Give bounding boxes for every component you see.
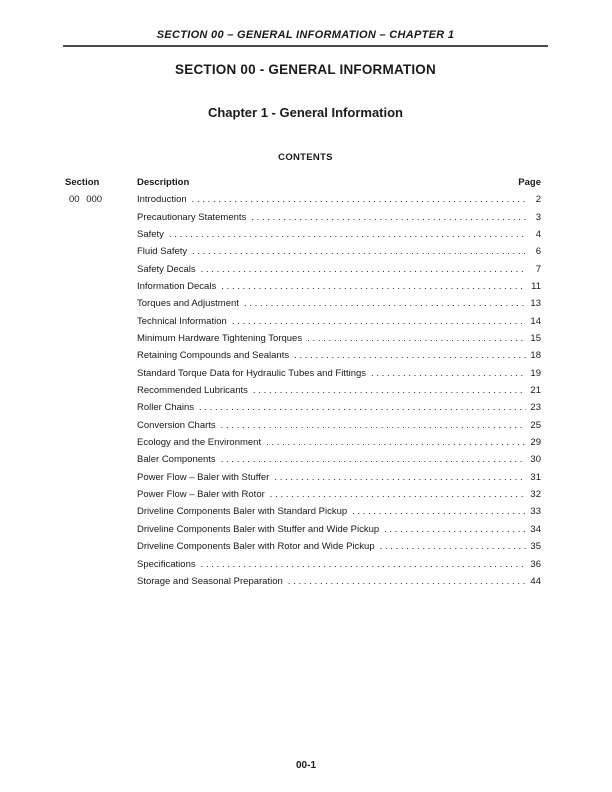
- running-header: SECTION 00 – GENERAL INFORMATION – CHAPTER 1: [156, 29, 455, 41]
- toc-row: [63, 368, 541, 385]
- toc-column-header-page: Page: [518, 177, 541, 188]
- toc-column-header-section: Section: [65, 177, 100, 188]
- toc-rows: [63, 194, 541, 593]
- toc-row: [63, 489, 541, 506]
- toc-entry-title: Technical Information: [137, 315, 227, 327]
- toc-header-row: [63, 177, 541, 194]
- toc-row: [63, 264, 541, 281]
- toc-entry-page: 6: [535, 246, 541, 258]
- toc-entry-title: Driveline Components Baler with Standard Pickup: [137, 506, 348, 518]
- toc-entry-title: Ecology and the Environment: [137, 437, 262, 449]
- page-number-footer: 00-1: [295, 760, 316, 771]
- section-title: SECTION 00 - GENERAL INFORMATION: [175, 62, 436, 77]
- dot-leader: [352, 506, 526, 517]
- toc-entry-title: Storage and Seasonal Preparation: [137, 575, 283, 587]
- toc-entry-title: Safety Decals: [137, 263, 196, 275]
- toc-row: [63, 246, 541, 263]
- toc-entry-page: 19: [530, 367, 541, 379]
- toc-row: [63, 524, 541, 541]
- toc-entry-page: 11: [531, 281, 541, 293]
- toc-entry-page: 18: [530, 350, 541, 362]
- dot-leader: [384, 524, 526, 535]
- toc-row: [63, 333, 541, 350]
- toc-row: [63, 559, 541, 576]
- dot-leader: [192, 194, 526, 205]
- toc-entry-title: Baler Components: [137, 454, 216, 466]
- toc-entry-title: Specifications: [137, 558, 196, 570]
- toc-entry-title: Introduction: [137, 194, 187, 206]
- toc-entry-title: Driveline Components Baler with Rotor and Wide Pickup: [137, 541, 375, 553]
- toc-entry-title: Safety: [137, 228, 164, 240]
- toc-entry-page: 7: [535, 263, 541, 275]
- dot-leader: [266, 437, 526, 448]
- toc-column-header-description: Description: [137, 177, 190, 188]
- table-of-contents: [63, 177, 548, 593]
- toc-entry-page: 32: [530, 489, 541, 501]
- toc-entry-page: 13: [530, 298, 541, 310]
- dot-leader: [201, 559, 526, 570]
- dot-leader: [232, 316, 526, 327]
- toc-entry-page: 15: [530, 333, 541, 345]
- toc-row: [63, 212, 541, 229]
- toc-entry-title: Recommended Lubricants: [137, 385, 248, 397]
- toc-row: [63, 420, 541, 437]
- dot-leader: [288, 576, 526, 587]
- dot-leader: [380, 541, 526, 552]
- dot-leader: [169, 229, 526, 240]
- dot-leader: [199, 402, 526, 413]
- toc-entry-page: 3: [535, 211, 541, 223]
- dot-leader: [221, 281, 526, 292]
- toc-entry-page: 33: [530, 506, 541, 518]
- toc-entry-page: 35: [530, 541, 541, 553]
- toc-entry-page: 25: [530, 419, 541, 431]
- toc-entry-page: 14: [530, 315, 541, 327]
- dot-leader: [221, 454, 526, 465]
- dot-leader: [192, 246, 526, 257]
- dot-leader: [274, 472, 526, 483]
- toc-entry-title: Fluid Safety: [137, 246, 188, 258]
- toc-entry-page: 2: [535, 194, 541, 206]
- toc-entry-page: 29: [530, 437, 541, 449]
- toc-entry-title: Precautionary Statements: [137, 211, 247, 223]
- chapter-title: Chapter 1 - General Information: [207, 105, 404, 120]
- toc-entry-page: 36: [530, 558, 541, 570]
- toc-row: [63, 194, 541, 211]
- toc-row: [63, 350, 541, 367]
- toc-entry-title: Roller Chains: [137, 402, 195, 414]
- toc-row: [63, 576, 541, 593]
- dot-leader: [244, 298, 526, 309]
- toc-entry-page: 34: [530, 523, 541, 535]
- toc-entry-title: Minimum Hardware Tightening Torques: [137, 333, 303, 345]
- toc-row: [63, 472, 541, 489]
- toc-entry-page: 30: [530, 454, 541, 466]
- toc-row: [63, 454, 541, 471]
- toc-row: [63, 541, 541, 558]
- toc-row: [63, 229, 541, 246]
- toc-entry-title: Retaining Compounds and Sealants: [137, 350, 290, 362]
- toc-row: [63, 385, 541, 402]
- toc-row: [63, 298, 541, 315]
- toc-entry-title: Driveline Components Baler with Stuffer and Wide Pickup: [137, 523, 380, 535]
- toc-row: [63, 437, 541, 454]
- toc-entry-title: Information Decals: [137, 281, 217, 293]
- toc-entry-title: Torques and Adjustment: [137, 298, 239, 310]
- dot-leader: [221, 420, 526, 431]
- toc-row: [63, 402, 541, 419]
- toc-entry-page: 4: [535, 228, 541, 240]
- toc-row: [63, 506, 541, 523]
- toc-entry-page: 44: [530, 575, 541, 587]
- toc-entry-title: Power Flow – Baler with Stuffer: [137, 471, 270, 483]
- dot-leader: [294, 350, 526, 361]
- toc-entry-title: Conversion Charts: [137, 419, 216, 431]
- toc-entry-title: Standard Torque Data for Hydraulic Tubes and Fittings: [137, 367, 367, 379]
- toc-entry-page: 21: [530, 385, 541, 397]
- dot-leader: [251, 212, 526, 223]
- toc-row: [63, 316, 541, 333]
- toc-entry-page: 31: [530, 471, 541, 483]
- dot-leader: [307, 333, 526, 344]
- toc-entry-section-code: 00 000: [69, 194, 103, 206]
- toc-entry-title: Power Flow – Baler with Rotor: [137, 489, 265, 501]
- dot-leader: [371, 368, 526, 379]
- dot-leader: [253, 385, 526, 396]
- dot-leader: [270, 489, 526, 500]
- header-rule: [63, 45, 548, 47]
- contents-label: CONTENTS: [278, 152, 333, 163]
- toc-row: [63, 281, 541, 298]
- dot-leader: [201, 264, 526, 275]
- toc-entry-page: 23: [530, 402, 541, 414]
